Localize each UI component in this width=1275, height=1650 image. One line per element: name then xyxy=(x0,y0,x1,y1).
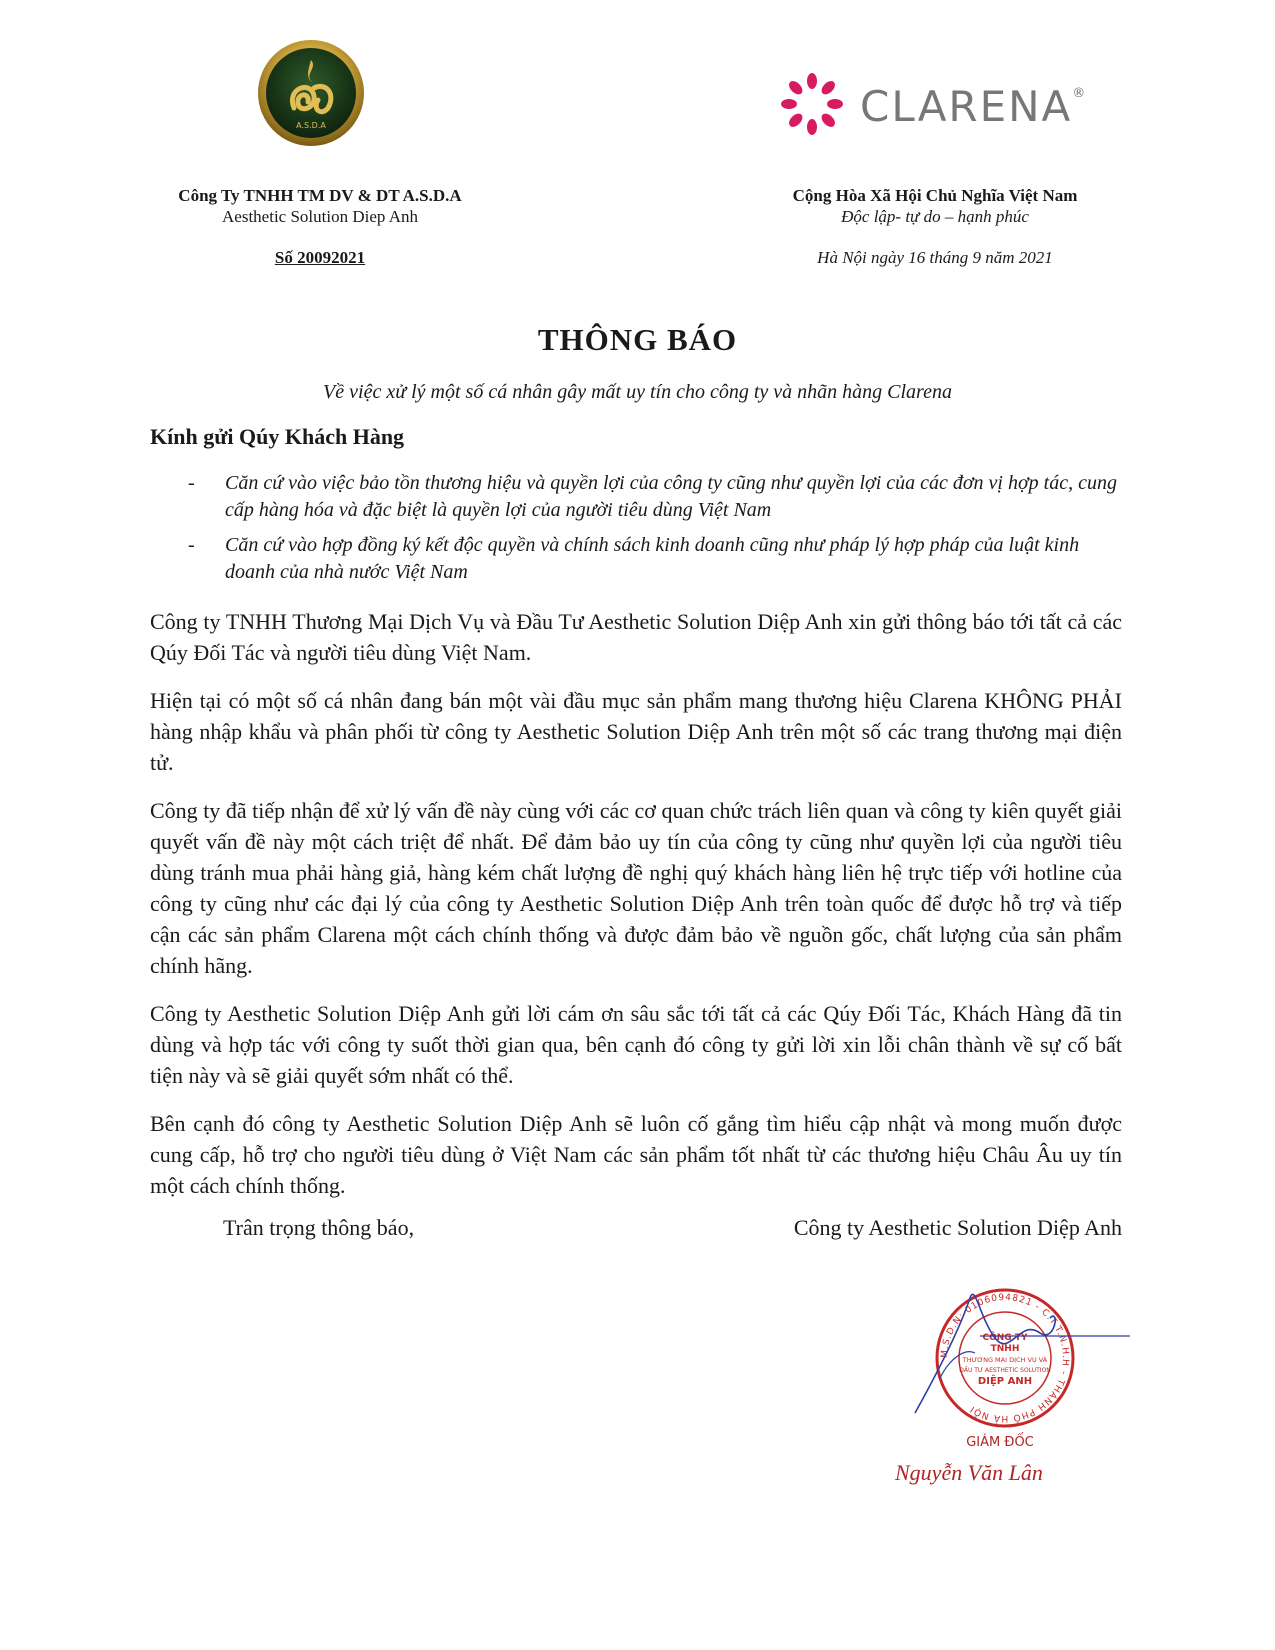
signer-name: Nguyễn Văn Lân xyxy=(895,1460,1043,1485)
body-paragraph: Công ty TNHH Thương Mại Dịch Vụ và Đầu Tư Aesthetic Solution Diệp Anh xin gửi thông báo tới tất cả các Qúy Đối Tác và người tiêu dùng Việt Nam. xyxy=(150,609,1122,665)
clarena-wordmark: CLARENA® xyxy=(860,82,1086,131)
company-header xyxy=(110,185,530,227)
closing-regards: Trân trọng thông báo, xyxy=(223,1215,415,1240)
signer-title: GIÁM ĐỐC xyxy=(966,1435,1034,1450)
nation-motto: Độc lập- tự do – hạnh phúc xyxy=(841,207,1029,226)
company-name: Công Ty TNHH TM DV & DT A.S.D.A xyxy=(178,186,462,205)
document-subtitle: Về việc xử lý một số cá nhân gây mất uy tín cho công ty và nhãn hàng Clarena xyxy=(323,381,952,403)
seal-line: CÔNG TY xyxy=(982,1333,1028,1343)
asda-logo-text: A.S.D.A xyxy=(296,121,326,130)
company-subname: Aesthetic Solution Diep Anh xyxy=(222,207,418,226)
seal-ring-text: M.S.D.N: 0106094821 - C.T.T.N.H.H - THÀNH PHỐ HÀ NỘI xyxy=(939,1292,1071,1424)
nation-name: Cộng Hòa Xã Hội Chủ Nghĩa Việt Nam xyxy=(792,186,1078,205)
body-paragraph: Bên cạnh đó công ty Aesthetic Solution Diệp Anh sẽ luôn cố gắng tìm hiểu cập nhật và mong muốn được cung cấp, hỗ trợ cho người tiêu dùng ở Việt Nam các sản phẩm tốt nhất từ các thương hiệu Châu Âu uy tín một cách chính thống. xyxy=(150,1111,1122,1198)
document-number: Số 20092021 xyxy=(274,248,366,267)
seal-line: ĐẦU TƯ AESTHETIC SOLUTION xyxy=(959,1367,1051,1374)
clarena-flower-icon xyxy=(780,72,844,136)
basis-item: - Căn cứ vào việc bảo tồn thương hiệu và quyền lợi của công ty cũng như quyền lợi của các đơn vị hợp tác, cung cấp hàng hóa và đặc biệt là quyền lợi của người tiêu dùng Việt Nam xyxy=(150,470,1120,524)
clarena-logo xyxy=(780,72,1086,140)
document-date: Hà Nội ngày 16 tháng 9 năm 2021 xyxy=(817,248,1053,267)
seal-line: DIỆP ANH xyxy=(977,1376,1033,1387)
closing-company: Công ty Aesthetic Solution Diệp Anh xyxy=(793,1215,1122,1240)
basis-item: - Căn cứ vào hợp đồng ký kết độc quyền và chính sách kinh doanh cũng như pháp lý hợp pháp của luật kinh doanh của nhà nước Việt Nam xyxy=(150,532,1120,586)
asda-logo xyxy=(256,38,366,148)
body-paragraph: Hiện tại có một số cá nhân đang bán một vài đầu mục sản phẩm mang thương hiệu Clarena KHÔNG PHẢI hàng nhập khẩu và phân phối từ công ty Aesthetic Solution Diệp Anh trên một số các trang thương mại điện tử. xyxy=(150,688,1122,775)
nation-header xyxy=(730,185,1140,227)
greeting: Kính gửi Qúy Khách Hàng xyxy=(150,424,405,449)
body-paragraph: Công ty đã tiếp nhận để xử lý vấn đề này cùng với các cơ quan chức trách liên quan và công ty kiên quyết giải quyết vấn đề này một cách triệt để nhất. Để đảm bảo uy tín của công ty cũng như quyền lợi của người tiêu dùng tránh mua phải hàng giả, hàng kém chất lượng đề nghị quý khách hàng liên hệ trực tiếp với hotline của công ty cũng như các đại lý của công ty Aesthetic Solution Diệp Anh trên toàn quốc để được hỗ trợ và tiếp cận các sản phẩm Clarena một cách chính thống và được đảm bảo về nguồn gốc, chất lượng của sản phẩm chính hãng. xyxy=(150,798,1122,978)
body-paragraph: Công ty Aesthetic Solution Diệp Anh gửi lời cám ơn sâu sắc tới tất cả các Qúy Đối Tác, Khách Hàng đã tin dùng và hợp tác với công ty suốt thời gian qua, bên cạnh đó công ty gửi lời xin lỗi chân thành về sự cố bất tiện này và sẽ giải quyết sớm nhất có thể. xyxy=(150,1001,1122,1088)
seal-line: TNHH xyxy=(990,1344,1020,1354)
document-title: THÔNG BÁO xyxy=(537,322,738,357)
basis-list xyxy=(150,470,1120,594)
seal-line: THƯƠNG MẠI DỊCH VỤ VÀ xyxy=(962,1356,1048,1364)
notice-body xyxy=(150,606,1122,1218)
